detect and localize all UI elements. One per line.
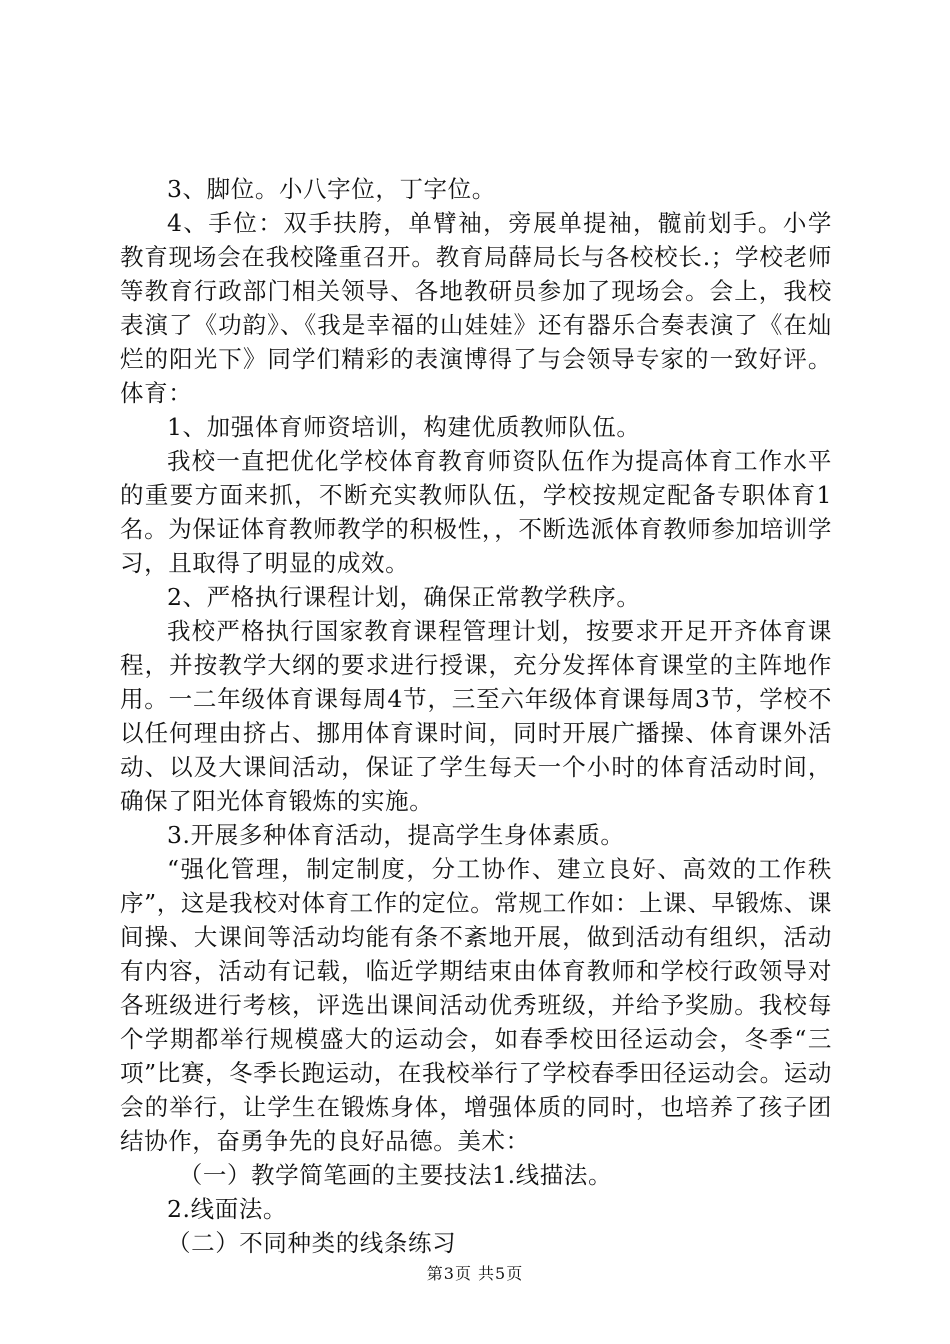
paragraph-art-heading-1: （一）教学简笔画的主要技法1.线描法。 — [178, 1161, 613, 1189]
paragraph-pe-heading-2: 2、严格执行课程计划，确保正常教学秩序。 — [167, 583, 641, 611]
paragraph-hand-positions: 4、手位：双手扶胯，单臂袖，旁展单提袖，髋前划手。小学教育现场会在我校隆重召开。教育局薛局长与各校校长.；学校老师等教育行政部门相关领导、各地教研员参加了现场会。会上，我校表演了《功韵》、《我是幸福的山娃娃》还有器乐合奏表演了《在灿烂的阳光下》同学们精彩的表演博得了与会领导专家的一致好评。体育： — [120, 209, 832, 407]
paragraph-pe-curriculum: 我校严格执行国家教育课程管理计划，按要求开足开齐体育课程，并按教学大纲的要求进行授课，充分发挥体育课堂的主阵地作用。一二年级体育课每周4节，三至六年级体育课每周3节，学校不以任何理由挤占、挪用体育课时间，同时开展广播操、体育课外活动、以及大课间活动，保证了学生每天一个小时的体育活动时间，确保了阳光体育锻炼的实施。 — [120, 617, 832, 815]
document-body — [120, 172, 832, 1260]
page-footer: 第3页 共5页 — [426, 1264, 524, 1283]
paragraph-pe-activities: “强化管理，制定制度，分工协作、建立良好、高效的工作秩序”，这是我校对体育工作的定位。常规工作如：上课、早锻炼、课间操、大课间等活动均能有条不紊地开展，做到活动有组织，活动有内容，活动有记载，临近学期结束由体育教师和学校行政领导对各班级进行考核，评选出课间活动优秀班级，并给予奖励。我校每个学期都举行规模盛大的运动会，如春季校田径运动会，冬季“三项”比赛，冬季长跑运动，在我校举行了学校春季田径运动会。运动会的举行，让学生在锻炼身体，增强体质的同时，也培养了孩子团结协作，奋勇争先的良好品德。美术： — [120, 855, 832, 1155]
paragraph-art-line-surface: 2.线面法。 — [167, 1195, 288, 1223]
paragraph-pe-heading-3: 3.开展多种体育活动，提高学生身体素质。 — [167, 821, 625, 849]
paragraph-pe-teachers: 我校一直把优化学校体育教育师资队伍作为提高体育工作水平的重要方面来抓，不断充实教师队伍，学校按规定配备专职体育1名。为保证体育教师教学的积极性，，不断选派体育教师参加培训学习，且取得了明显的成效。 — [120, 447, 832, 577]
paragraph-art-heading-2: （二）不同种类的线条练习 — [167, 1229, 457, 1257]
paragraph-foot-positions: 3、脚位。小八字位，丁字位。 — [167, 175, 496, 203]
paragraph-pe-heading-1: 1、加强体育师资培训，构建优质教师队伍。 — [167, 413, 641, 441]
